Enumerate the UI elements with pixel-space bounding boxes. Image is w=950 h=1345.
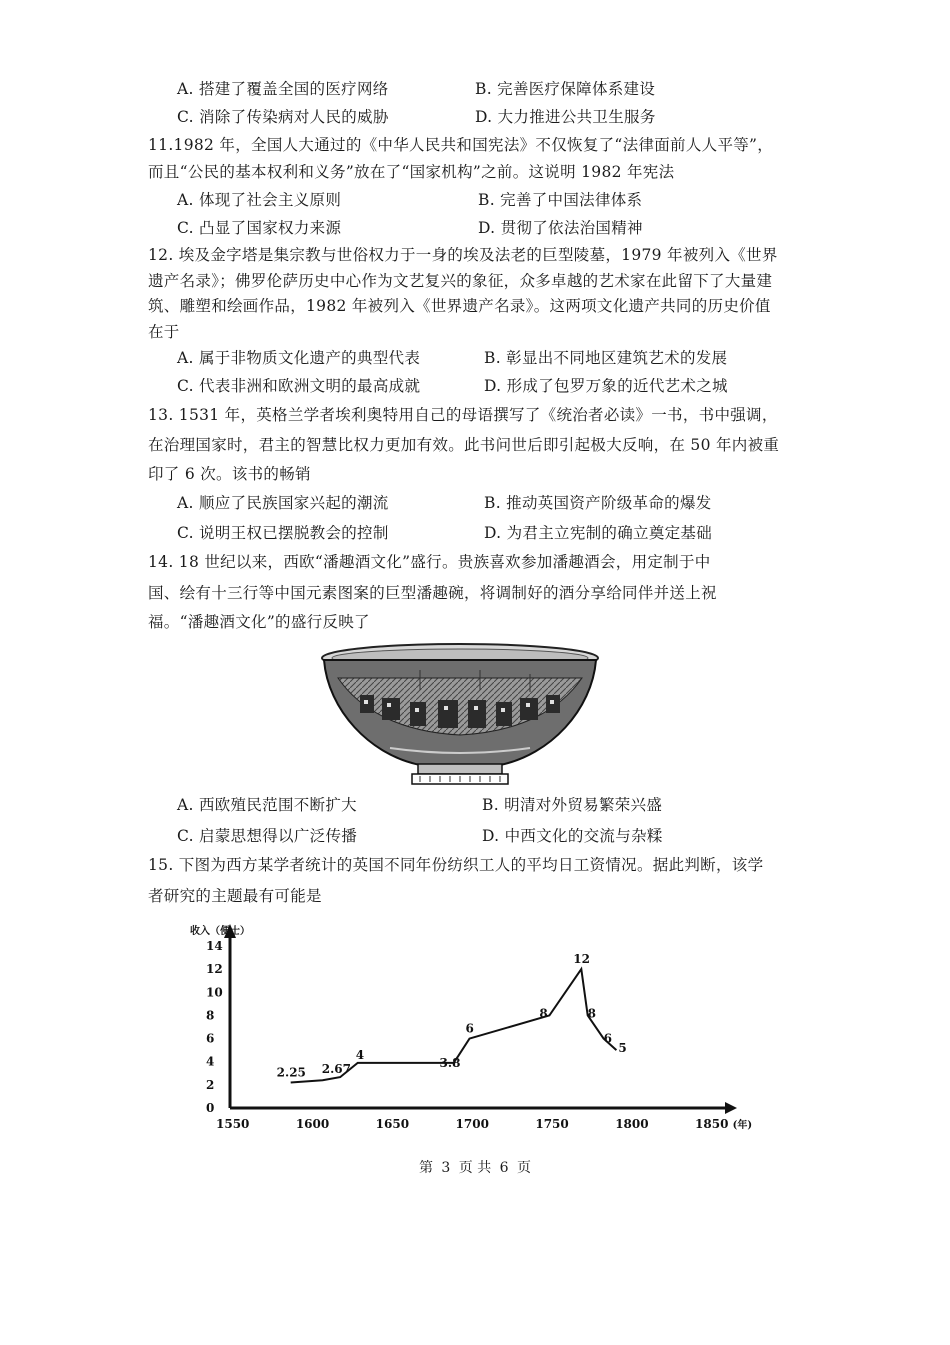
q12-option-a: A. 属于非物质文化遗产的典型代表 (177, 349, 421, 367)
q13-stem-line: 印了 6 次。该书的畅销 (148, 465, 311, 483)
data-point-label: 12 (573, 952, 590, 967)
q14-option-c: C. 启蒙思想得以广泛传播 (177, 827, 358, 845)
q12-option-b: B. 彰显出不同地区建筑艺术的发展 (484, 349, 728, 367)
chart-data-labels (277, 952, 627, 1079)
q12-stem-line: 在于 (148, 323, 180, 341)
q13-option-a: A. 顺应了民族国家兴起的潮流 (177, 494, 389, 512)
q10-option-c: C. 消除了传染病对人民的威胁 (177, 108, 389, 126)
q14-option-b: B. 明清对外贸易繁荣兴盛 (482, 796, 663, 814)
q12-option-c: C. 代表非洲和欧洲文明的最高成就 (177, 377, 421, 395)
x-tick-label: 1700 (455, 1117, 489, 1131)
q11-option-b: B. 完善了中国法律体系 (478, 191, 643, 209)
q14-option-a: A. 西欧殖民范围不断扩大 (177, 796, 357, 814)
q13-option-c: C. 说明王权已摆脱教会的控制 (177, 524, 389, 542)
x-tick-label: 1850 (695, 1117, 729, 1131)
y-tick-label: 12 (206, 962, 223, 977)
y-tick-label: 6 (206, 1031, 215, 1046)
wage-line-chart (190, 920, 770, 1145)
y-tick-label: 2 (206, 1077, 215, 1092)
total-page-number: 6 (499, 1160, 509, 1176)
data-point-label: 8 (539, 1006, 548, 1021)
data-point-label: 2.67 (321, 1062, 352, 1077)
x-tick-label: 1600 (295, 1117, 330, 1131)
x-tick-label: 1750 (535, 1117, 569, 1131)
q10-option-d: D. 大力推进公共卫生服务 (475, 108, 656, 126)
footer-prefix: 第 (418, 1160, 433, 1176)
q13-option-d: D. 为君主立宪制的确立奠定基础 (484, 524, 713, 542)
data-point-label: 5 (618, 1041, 627, 1056)
x-axis-label: (年) (732, 1120, 753, 1131)
q13-option-b: B. 推动英国资产阶级革命的爆发 (484, 494, 712, 512)
x-tick-label: 1550 (216, 1117, 250, 1131)
x-tick-label: 1800 (615, 1117, 649, 1131)
footer-suffix: 页 (517, 1160, 532, 1176)
data-point-label: 4 (355, 1047, 365, 1062)
q14-stem-line: 14. 18 世纪以来，西欧“潘趣酒文化”盛行。贵族喜欢参加潘趣酒会，用定制于中 (148, 553, 711, 571)
y-tick-label: 0 (206, 1101, 215, 1115)
q11-stem-line: 而且“公民的基本权利和义务”放在了“国家机构”之前。这说明 1982 年宪法 (148, 163, 675, 181)
data-point-label: 8 (587, 1006, 597, 1021)
q15-stem-line: 者研究的主题最有可能是 (148, 887, 322, 905)
data-point-label: 6 (465, 1021, 474, 1036)
q10-option-b: B. 完善医疗保障体系建设 (475, 80, 656, 98)
y-tick-label: 8 (206, 1008, 215, 1023)
page-footer (0, 1157, 950, 1177)
q11-option-d: D. 贯彻了依法治国精神 (478, 219, 643, 237)
q13-stem-line: 13. 1531 年，英格兰学者埃利奥特用自己的母语撰写了《统治者必读》一书，书中强调， (148, 406, 778, 424)
q12-stem-line: 筑、雕塑和绘画作品，1982 年被列入《世界遗产名录》。这两项文化遗产共同的历史价值 (148, 297, 771, 315)
q13-stem-line: 在治理国家时，君主的智慧比权力更加有效。此书问世后即引起极大反响，在 50 年内被重 (148, 436, 780, 454)
y-tick-label: 10 (206, 985, 223, 1000)
punch-bowl-image (320, 640, 600, 790)
current-page-number: 3 (441, 1160, 451, 1176)
q15-stem-line: 15. 下图为西方某学者统计的英国不同年份纺织工人的平均日工资情况。据此判断，该学 (148, 856, 764, 874)
q10-option-a: A. 搭建了覆盖全国的医疗网络 (177, 80, 389, 98)
q11-option-a: A. 体现了社会主义原则 (177, 191, 342, 209)
q14-stem-line: 福。“潘趣酒文化”的盛行反映了 (148, 613, 370, 631)
q12-option-d: D. 形成了包罗万象的近代艺术之城 (484, 377, 728, 395)
q14-option-d: D. 中西文化的交流与杂糅 (482, 827, 663, 845)
q11-option-c: C. 凸显了国家权力来源 (177, 219, 342, 237)
data-point-label: 3.8 (439, 1055, 461, 1070)
x-tick-label: 1650 (375, 1117, 410, 1131)
data-point-label: 2.25 (276, 1065, 306, 1080)
data-point-label: 6 (603, 1031, 613, 1046)
y-axis-label: 收入（便士） (190, 926, 250, 937)
chart-x-ticks (216, 1117, 728, 1131)
y-tick-label: 4 (206, 1054, 215, 1069)
q11-stem-line: 11.1982 年，全国人大通过的《中华人民共和国宪法》不仅恢复了“法律面前人人平等”， (148, 136, 774, 154)
q12-stem-line: 12. 埃及金字塔是集宗教与世俗权力于一身的埃及法老的巨型陵墓，1979 年被列入《世界 (148, 246, 778, 264)
footer-middle: 页 共 (458, 1160, 492, 1176)
q14-stem-line: 国、绘有十三行等中国元素图案的巨型潘趣碗，将调制好的酒分享给同伴并送上祝 (148, 584, 717, 602)
y-tick-label: 14 (206, 939, 223, 953)
x-axis-arrow (725, 1102, 737, 1114)
q12-stem-line: 遗产名录》；佛罗伦萨历史中心作为文艺复兴的象征，众多卓越的艺术家在此留下了大量建 (148, 272, 773, 290)
chart-y-ticks (206, 939, 223, 1115)
